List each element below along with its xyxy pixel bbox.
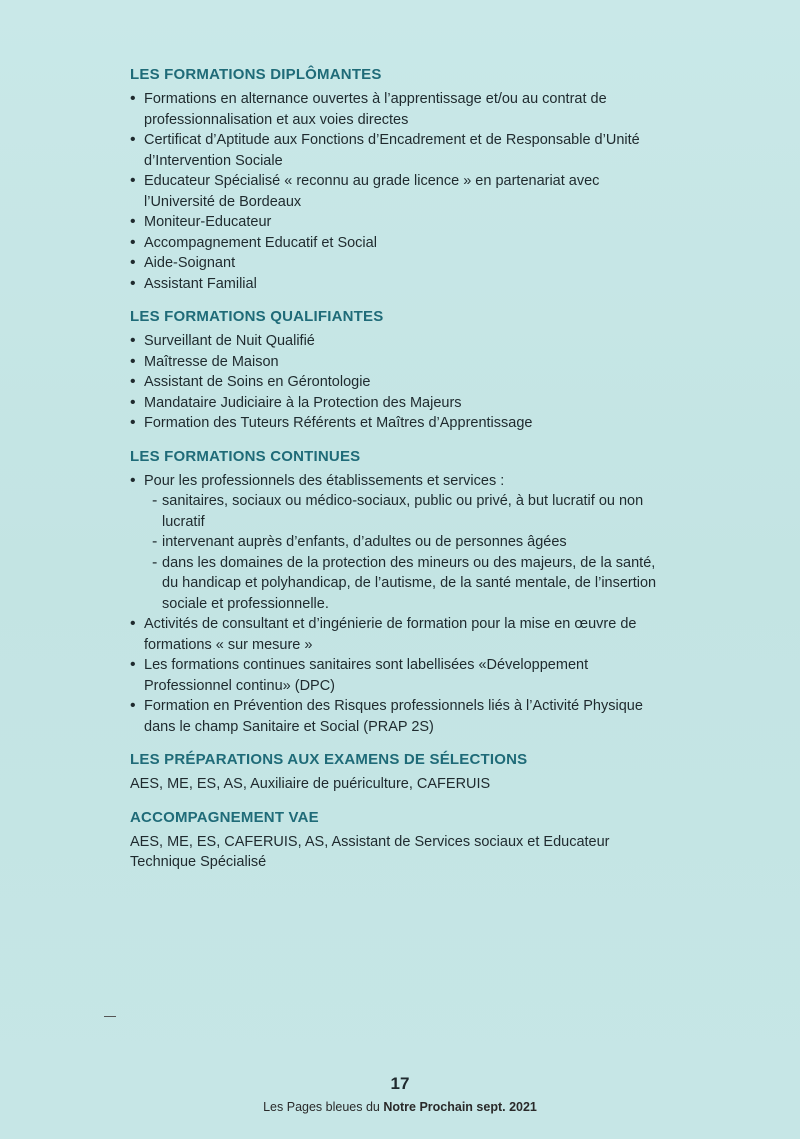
footer-prefix: Les Pages bleues du <box>263 1100 384 1114</box>
section-formations-diplomantes <box>130 66 660 294</box>
sub-list-item: - intervenant auprès d’enfants, d’adultes ou de personnes âgées <box>144 532 660 553</box>
list-item: • Activités de consultant et d’ingénierie de formation pour la mise en œuvre de formations « sur mesure » <box>130 614 660 655</box>
list-item: • Certificat d’Aptitude aux Fonctions d’Encadrement et de Responsable d’Unité d’Intervention Sociale <box>130 130 660 171</box>
section-text: AES, ME, ES, AS, Auxiliaire de puériculture, CAFERUIS <box>130 776 491 792</box>
section-preparations-examens <box>130 751 660 795</box>
section-text: AES, ME, ES, CAFERUIS, AS, Assistant de Services sociaux et Educateur Technique Spécialisé <box>130 833 610 870</box>
footer-line <box>0 1100 800 1114</box>
list-item: • Formation des Tuteurs Référents et Maîtres d’Apprentissage <box>130 413 660 434</box>
main-content <box>130 66 660 887</box>
list-item: • Maîtresse de Maison <box>130 352 660 373</box>
sub-list-item: - dans les domaines de la protection des mineurs ou des majeurs, de la santé, du handicap et polyhandicap, de l’autisme, de la santé mentale, de l’insertion sociale et professionnelle. <box>144 553 660 615</box>
list-item: • Surveillant de Nuit Qualifié <box>130 331 660 352</box>
page-number: 17 <box>390 1074 410 1093</box>
list-item <box>130 471 660 615</box>
list-item: • Mandataire Judiciaire à la Protection des Majeurs <box>130 393 660 414</box>
sub-list-item: - sanitaires, sociaux ou médico-sociaux, public ou privé, à but lucratif ou non lucratif <box>144 491 660 532</box>
section-formations-qualifiantes <box>130 308 660 434</box>
list-item: • Accompagnement Educatif et Social <box>130 233 660 254</box>
list-item: • Assistant Familial <box>130 274 660 295</box>
section-heading: LES FORMATIONS CONTINUES <box>130 447 361 465</box>
print-mark <box>104 1016 116 1017</box>
list-item: • Aide-Soignant <box>130 253 660 274</box>
footer-publication: Notre Prochain sept. 2021 <box>383 1100 537 1114</box>
section-accompagnement-vae <box>130 809 660 873</box>
section-heading: LES FORMATIONS DIPLÔMANTES <box>130 66 382 83</box>
section-heading: ACCOMPAGNEMENT VAE <box>130 808 319 826</box>
bullet-list <box>130 471 660 738</box>
list-item: • Les formations continues sanitaires sont labellisées «Développement Professionnel continu» (DPC) <box>130 655 660 696</box>
sub-list <box>144 491 660 614</box>
list-item: • Educateur Spécialisé « reconnu au grade licence » en partenariat avec l’Université de Bordeaux <box>130 171 660 212</box>
section-heading: LES FORMATIONS QUALIFIANTES <box>130 308 384 325</box>
bullet-list <box>130 331 660 434</box>
bullet-list <box>130 89 660 294</box>
list-item: • Moniteur-Educateur <box>130 212 660 233</box>
list-item-text: Pour les professionnels des établissements et services : <box>144 472 505 489</box>
list-item: • Formation en Prévention des Risques professionnels liés à l’Activité Physique dans le champ Sanitaire et Social (PRAP 2S) <box>130 696 660 737</box>
section-heading: LES PRÉPARATIONS AUX EXAMENS DE SÉLECTIONS <box>130 751 528 768</box>
section-formations-continues <box>130 448 660 738</box>
list-item: • Formations en alternance ouvertes à l’apprentissage et/ou au contrat de professionnalisation et aux voies directes <box>130 89 660 130</box>
list-item: • Assistant de Soins en Gérontologie <box>130 372 660 393</box>
